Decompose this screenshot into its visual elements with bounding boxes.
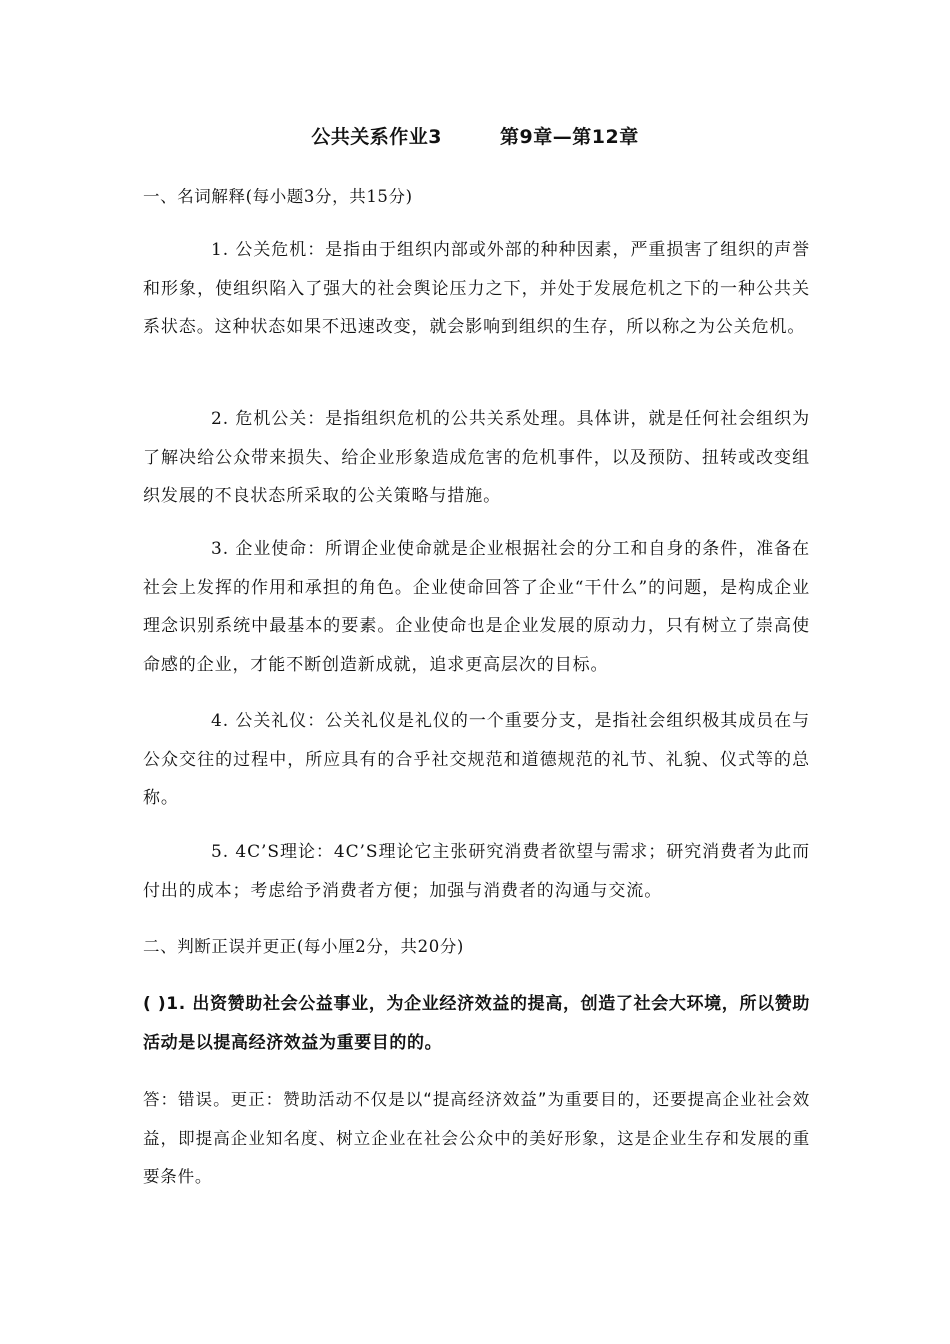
title-chapters: 第9章—第12章 bbox=[500, 126, 639, 148]
definition-item: 1. 公关危机：是指由于组织内部或外部的种种因素，严重损害了组织的声誉和形象，使组织陷入了强大的社会舆论压力之下，并处于发展危机之下的一种公共关系状态。这种状态如果不迅速改变，就会影响到组织的生存，所以称之为公关危机。 bbox=[143, 240, 810, 337]
section-heading-definitions: 一、名词解释(每小题3分，共15分) bbox=[143, 187, 413, 206]
document-title bbox=[0, 122, 950, 149]
definition-item: 5. 4C’S理论：4C’S理论它主张研究消费者欲望与需求；研究消费者为此而付出的成本；考虑给予消费者方便；加强与消费者的沟通与交流。 bbox=[143, 842, 810, 901]
question-item: ( )1. 出资赞助社会公益事业，为企业经济效益的提高，创造了社会大环境，所以赞助活动是以提高经济效益为重要目的的。 bbox=[143, 994, 810, 1053]
definition-item: 4. 公关礼仪：公关礼仪是礼仪的一个重要分支，是指社会组织极其成员在与公众交往的过程中，所应具有的合乎社交规范和道德规范的礼节、礼貌、仪式等的总称。 bbox=[143, 711, 810, 808]
definition-item: 3. 企业使命：所谓企业使命就是企业根据社会的分工和自身的条件，准备在社会上发挥的作用和承担的角色。企业使命回答了企业“干什么”的问题，是构成企业理念识别系统中最基本的要素。企业使命也是企业发展的原动力，只有树立了崇高使命感的企业，才能不断创造新成就，追求更高层次的目标。 bbox=[143, 539, 810, 675]
section-heading-true-false: 二、判断正误并更正(每小厘2分，共20分) bbox=[143, 937, 464, 956]
title-course: 公共关系作业3 bbox=[311, 126, 443, 148]
answer-item: 答：错误。更正：赞助活动不仅是以“提高经济效益”为重要目的，还要提高企业社会效益，即提高企业知名度、树立企业在社会公众中的美好形象，这是企业生存和发展的重要条件。 bbox=[143, 1090, 810, 1186]
definition-item: 2. 危机公关：是指组织危机的公共关系处理。具体讲，就是任何社会组织为了解决给公众带来损失、给企业形象造成危害的危机事件，以及预防、扭转或改变组织发展的不良状态所采取的公关策略与措施。 bbox=[143, 409, 810, 506]
